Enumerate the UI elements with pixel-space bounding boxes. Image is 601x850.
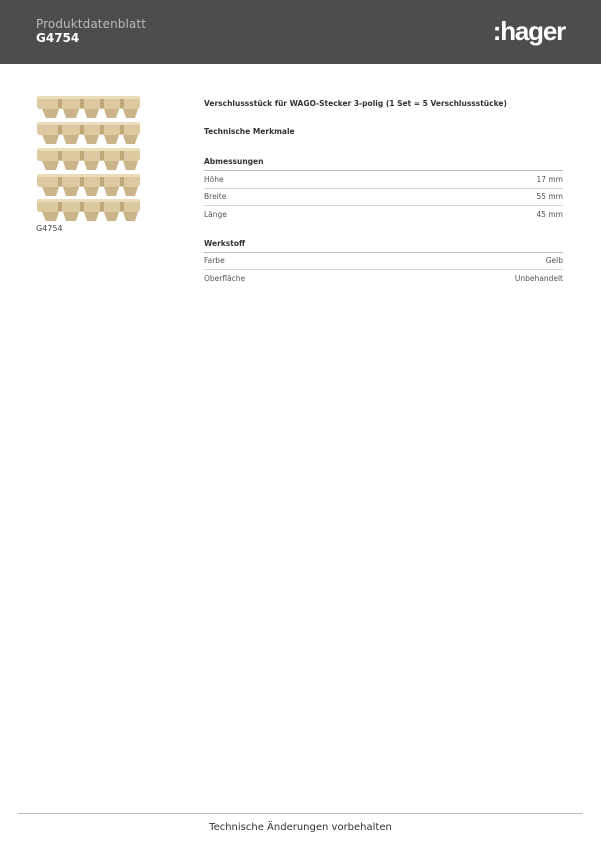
spec-group-title: Abmessungen xyxy=(204,157,563,171)
closure-piece-1 xyxy=(37,96,140,118)
footer-divider xyxy=(18,813,583,814)
closure-piece-4 xyxy=(37,174,140,196)
spec-label: Oberfläche xyxy=(204,273,246,283)
spec-row xyxy=(204,189,563,207)
footer-note: Technische Änderungen vorbehalten xyxy=(209,822,392,833)
spec-value: Unbehandelt xyxy=(514,273,563,283)
document-type: Produktdatenblatt xyxy=(36,17,146,31)
spec-value: 45 mm xyxy=(536,209,563,219)
spec-group-material xyxy=(204,239,563,287)
spec-group-dimensions xyxy=(204,157,563,223)
closure-piece-3 xyxy=(37,148,140,170)
image-caption: G4754 xyxy=(36,224,63,233)
product-id: G4754 xyxy=(36,31,80,45)
main-content xyxy=(204,99,563,287)
spec-row xyxy=(204,171,563,189)
product-image xyxy=(36,96,141,222)
spec-label: Länge xyxy=(204,209,227,219)
spec-group-title: Werkstoff xyxy=(204,239,563,253)
spec-value: 17 mm xyxy=(536,174,563,184)
spec-value: 55 mm xyxy=(536,192,563,202)
spec-row xyxy=(204,270,563,287)
spec-value: Gelb xyxy=(545,256,563,266)
spec-row xyxy=(204,253,563,271)
header-bar xyxy=(0,0,601,64)
product-title: Verschlussstück für WAGO-Stecker 3-polig (1 Set = 5 Verschlussstücke) xyxy=(204,99,507,108)
section-heading-technical: Technische Merkmale xyxy=(204,127,295,136)
spec-label: Höhe xyxy=(204,174,224,184)
spec-row xyxy=(204,206,563,223)
hager-logo: :hager xyxy=(492,16,565,46)
closure-piece-5 xyxy=(37,199,140,221)
spec-label: Farbe xyxy=(204,256,225,266)
closure-piece-2 xyxy=(37,122,140,144)
spec-label: Breite xyxy=(204,192,227,202)
